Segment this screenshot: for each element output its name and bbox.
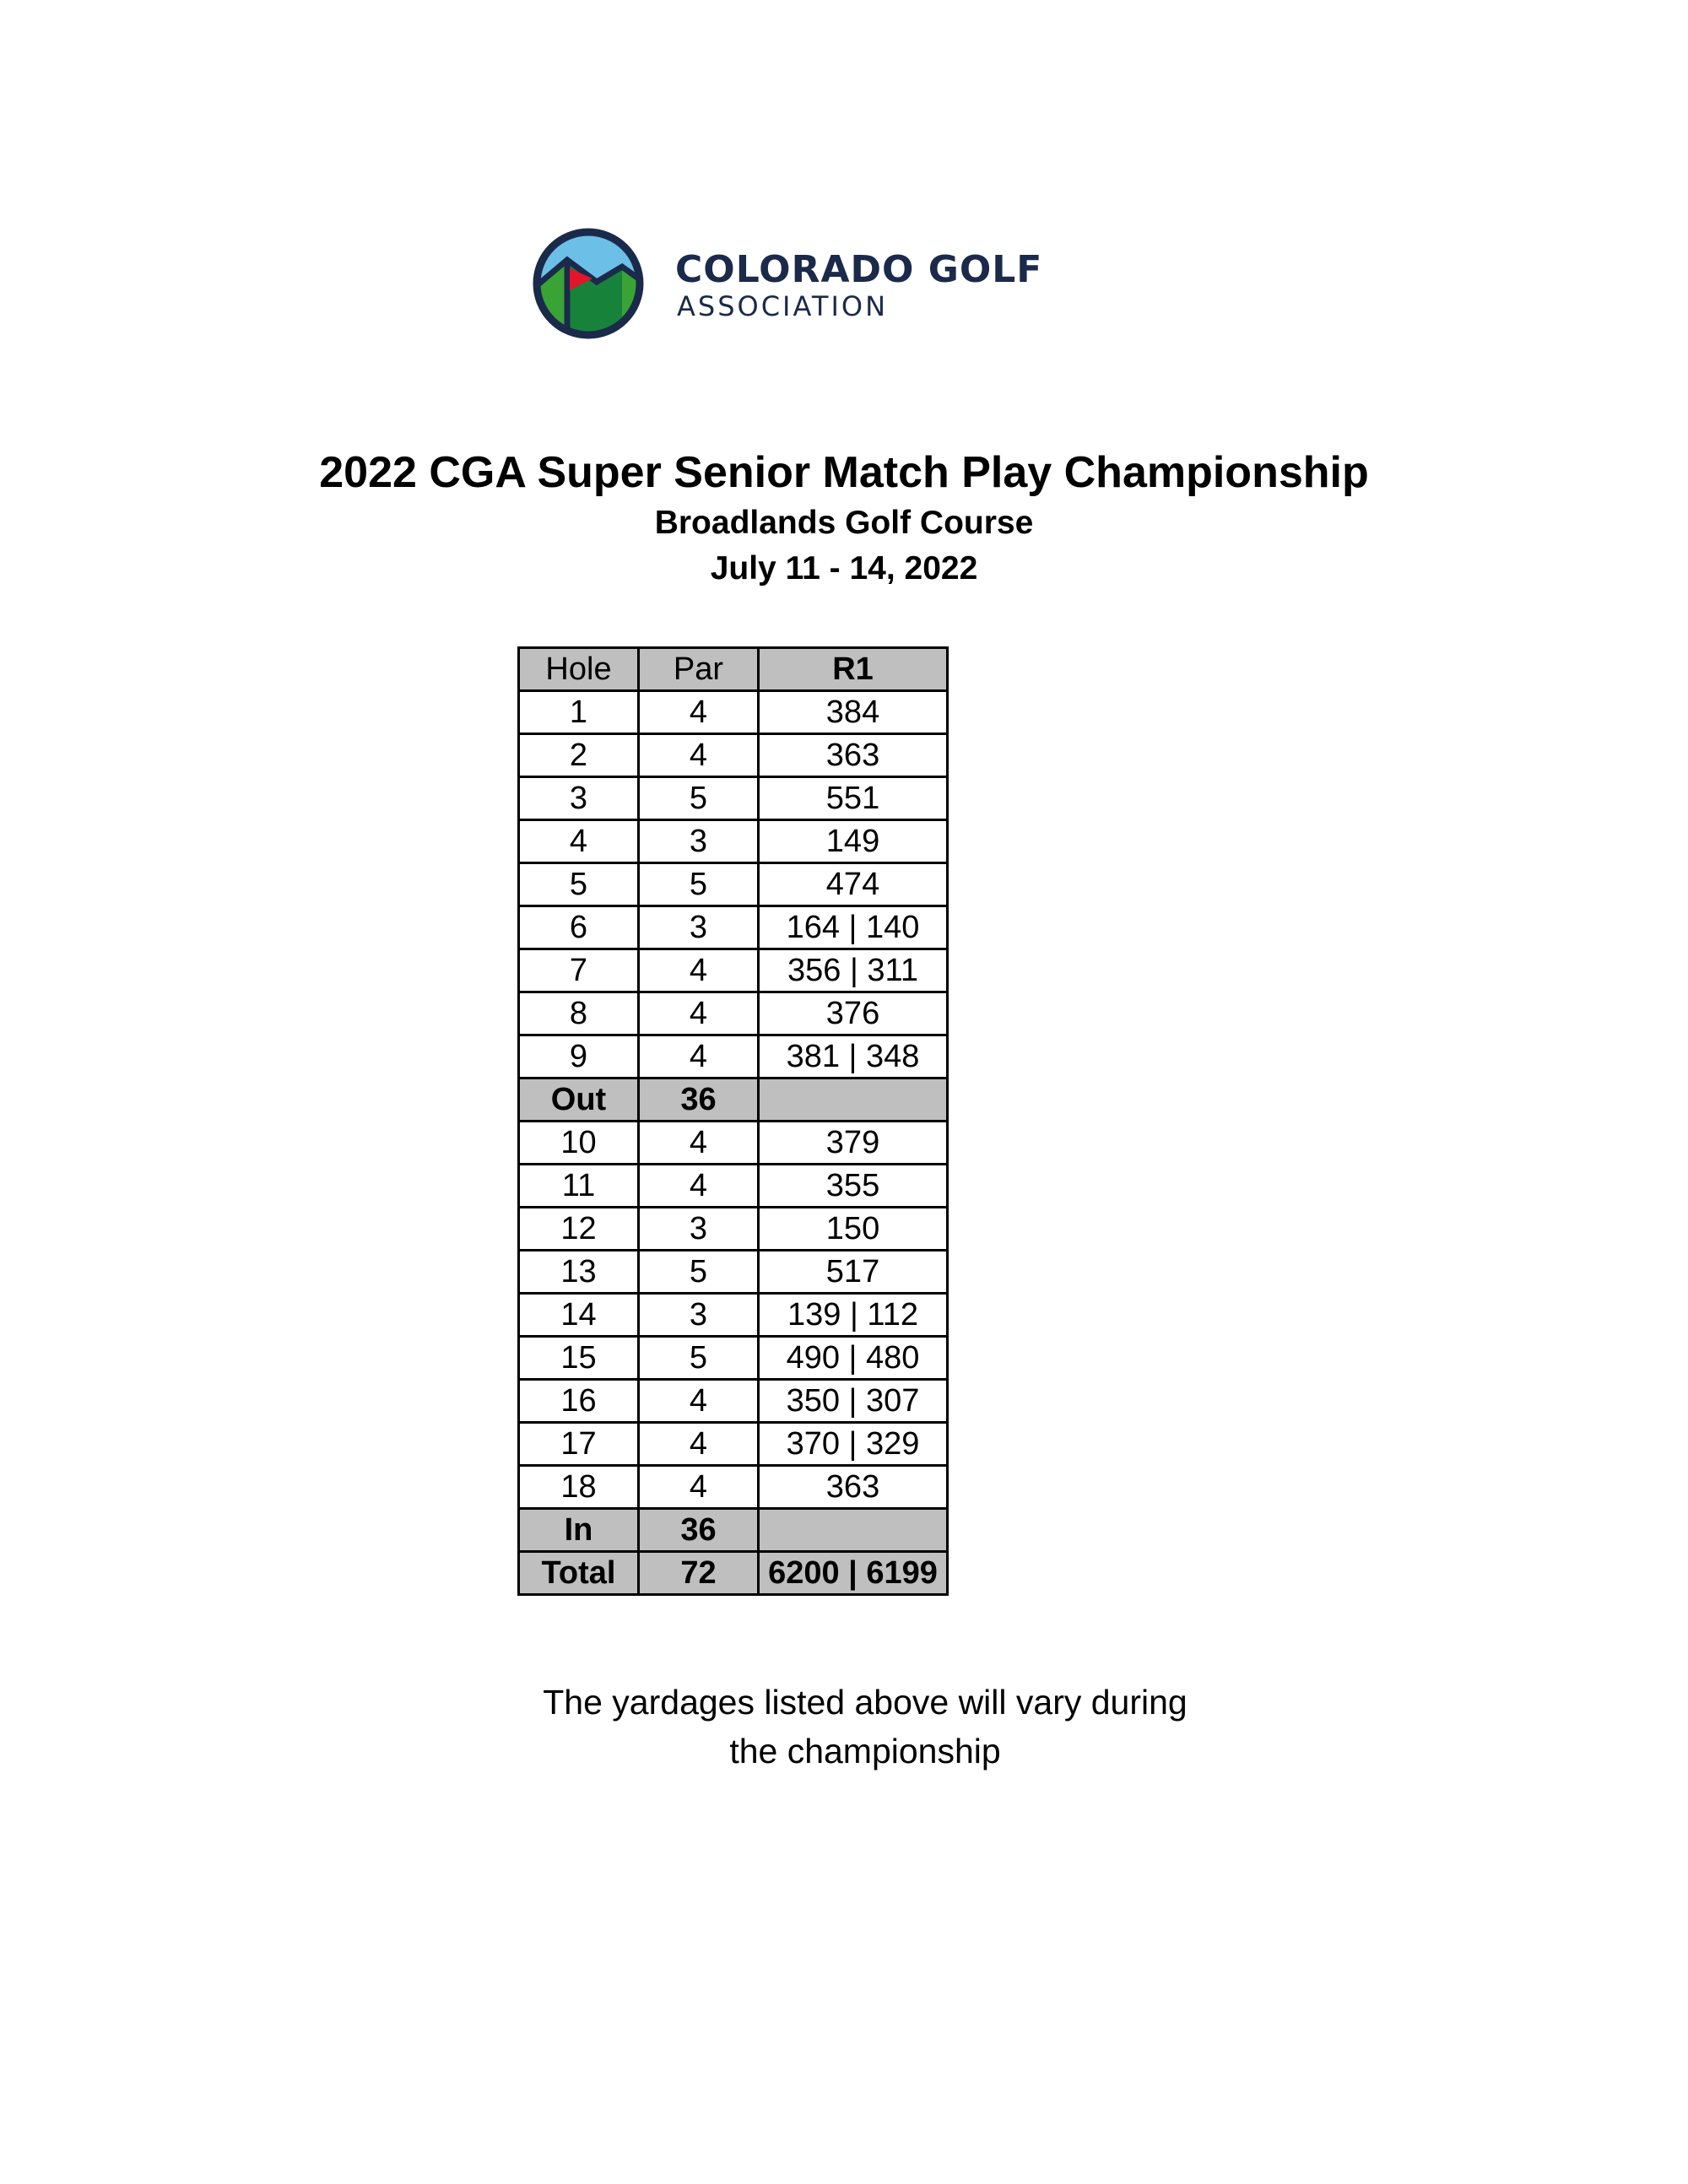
column-header-hole: Hole bbox=[519, 648, 639, 691]
note-line-2: the championship bbox=[729, 1732, 1001, 1770]
logo-emblem-icon bbox=[517, 224, 660, 343]
table-row bbox=[519, 1208, 948, 1251]
table-row bbox=[519, 1423, 948, 1466]
table-row bbox=[519, 863, 948, 906]
cell-r1: 350 | 307 bbox=[759, 1380, 948, 1423]
summary-row bbox=[519, 1509, 948, 1552]
cell-hole: 15 bbox=[519, 1337, 639, 1380]
cell-r1: 517 bbox=[759, 1251, 948, 1294]
cell-hole: 6 bbox=[519, 906, 639, 949]
cell-hole: 1 bbox=[519, 691, 639, 734]
cell-r1: 150 bbox=[759, 1208, 948, 1251]
cell-r1 bbox=[759, 1509, 948, 1552]
table-row bbox=[519, 1380, 948, 1423]
cell-par: 4 bbox=[639, 1466, 759, 1509]
cell-hole: 5 bbox=[519, 863, 639, 906]
cell-r1: 551 bbox=[759, 777, 948, 820]
cell-r1: 139 | 112 bbox=[759, 1294, 948, 1337]
cell-r1: 370 | 329 bbox=[759, 1423, 948, 1466]
cell-hole: 2 bbox=[519, 734, 639, 777]
cell-hole: 8 bbox=[519, 992, 639, 1035]
cell-par: 3 bbox=[639, 1294, 759, 1337]
logo-text: COLORADO GOLF bbox=[675, 248, 1043, 291]
cell-par: 3 bbox=[639, 820, 759, 863]
cell-hole: 10 bbox=[519, 1122, 639, 1165]
cell-par: 5 bbox=[639, 863, 759, 906]
summary-row bbox=[519, 1078, 948, 1122]
cell-par: 5 bbox=[639, 1251, 759, 1294]
table-row bbox=[519, 1165, 948, 1208]
table-row bbox=[519, 1466, 948, 1509]
cell-hole: Out bbox=[519, 1078, 639, 1122]
cell-par: 5 bbox=[639, 1337, 759, 1380]
note-line-1: The yardages listed above will vary during bbox=[543, 1683, 1188, 1722]
cell-hole: 17 bbox=[519, 1423, 639, 1466]
column-header-par: Par bbox=[639, 648, 759, 691]
cell-par: 4 bbox=[639, 949, 759, 992]
cell-par: 4 bbox=[639, 1380, 759, 1423]
cell-par: 3 bbox=[639, 906, 759, 949]
cell-r1: 379 bbox=[759, 1122, 948, 1165]
course-name: Broadlands Golf Course bbox=[654, 505, 1034, 541]
cell-par: 4 bbox=[639, 1423, 759, 1466]
cell-par: 4 bbox=[639, 1165, 759, 1208]
table-row bbox=[519, 1337, 948, 1380]
cell-par: 72 bbox=[639, 1552, 759, 1595]
cell-hole: 9 bbox=[519, 1035, 639, 1078]
cell-r1: 384 bbox=[759, 691, 948, 734]
table-row bbox=[519, 1122, 948, 1165]
cell-hole: 3 bbox=[519, 777, 639, 820]
cell-r1: 363 bbox=[759, 1466, 948, 1509]
cell-r1: 149 bbox=[759, 820, 948, 863]
column-header-r1: R1 bbox=[759, 648, 948, 691]
cell-par: 3 bbox=[639, 1208, 759, 1251]
cell-hole: 7 bbox=[519, 949, 639, 992]
cell-r1: 6200 | 6199 bbox=[759, 1552, 948, 1595]
cell-r1: 376 bbox=[759, 992, 948, 1035]
cell-hole: 14 bbox=[519, 1294, 639, 1337]
cell-r1: 356 | 311 bbox=[759, 949, 948, 992]
cell-r1: 363 bbox=[759, 734, 948, 777]
cell-par: 4 bbox=[639, 734, 759, 777]
table-row bbox=[519, 691, 948, 734]
cell-hole: 18 bbox=[519, 1466, 639, 1509]
logo-subtext: ASSOCIATION bbox=[677, 290, 888, 322]
yardage-table bbox=[517, 646, 949, 1596]
cell-par: 4 bbox=[639, 992, 759, 1035]
table-row bbox=[519, 820, 948, 863]
table-row bbox=[519, 992, 948, 1035]
cell-hole: Total bbox=[519, 1552, 639, 1595]
cell-hole: 4 bbox=[519, 820, 639, 863]
cell-hole: 16 bbox=[519, 1380, 639, 1423]
table-row bbox=[519, 1035, 948, 1078]
summary-row bbox=[519, 1552, 948, 1595]
table-row bbox=[519, 906, 948, 949]
cell-par: 5 bbox=[639, 777, 759, 820]
cell-r1: 164 | 140 bbox=[759, 906, 948, 949]
cell-par: 36 bbox=[639, 1509, 759, 1552]
page-title: 2022 CGA Super Senior Match Play Championship bbox=[319, 448, 1369, 497]
cell-par: 36 bbox=[639, 1078, 759, 1122]
event-dates: July 11 - 14, 2022 bbox=[710, 550, 978, 587]
cell-r1 bbox=[759, 1078, 948, 1122]
cell-par: 4 bbox=[639, 1035, 759, 1078]
table-row bbox=[519, 1294, 948, 1337]
cell-par: 4 bbox=[639, 1122, 759, 1165]
cell-r1: 490 | 480 bbox=[759, 1337, 948, 1380]
cell-par: 4 bbox=[639, 691, 759, 734]
table-row bbox=[519, 1251, 948, 1294]
table-row bbox=[519, 734, 948, 777]
table-header-row bbox=[519, 648, 948, 691]
cell-r1: 355 bbox=[759, 1165, 948, 1208]
cell-r1: 474 bbox=[759, 863, 948, 906]
table-body bbox=[519, 691, 948, 1595]
table-row bbox=[519, 949, 948, 992]
table-row bbox=[519, 777, 948, 820]
cell-hole: 13 bbox=[519, 1251, 639, 1294]
cell-hole: 12 bbox=[519, 1208, 639, 1251]
colorado-golf-association-logo bbox=[517, 224, 1057, 343]
yardage-note bbox=[0, 1678, 1688, 1776]
cell-r1: 381 | 348 bbox=[759, 1035, 948, 1078]
cell-hole: 11 bbox=[519, 1165, 639, 1208]
cell-hole: In bbox=[519, 1509, 639, 1552]
